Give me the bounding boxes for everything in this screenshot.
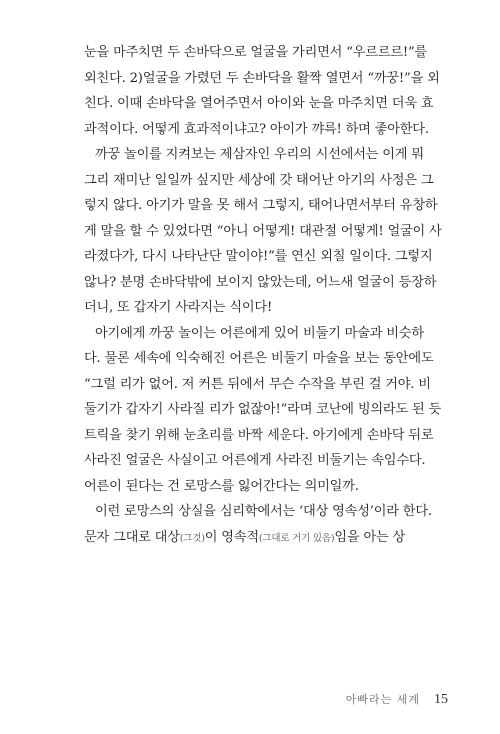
text-line: 트릭을 찾기 위해 눈초리를 바짝 세운다. 아기에게 손바닥 뒤로 — [84, 427, 434, 443]
text-line: 라졌다가, 다시 나타난단 말이야!”를 연신 외칠 일이다. 그렇지 — [84, 249, 433, 264]
text-line: 게 말을 할 수 있었다면 “아니 어떻게! 대관절 어떻게! 얼굴이 사 — [84, 223, 442, 239]
body-text — [84, 40, 444, 550]
text-line: “그럴 리가 없어. 저 커튼 뒤에서 무슨 수작을 부린 걸 거야. 비 — [84, 376, 431, 392]
text-segment: 임을 아는 상 — [334, 529, 406, 545]
text-line: 이런 로망스의 상실을 심리학에서는 ‘대상 영속성’이라 한다. — [95, 504, 432, 519]
text-line: 사라진 얼굴은 사실이고 어른에게 사라진 비둘기는 속임수다. — [84, 453, 426, 468]
text-line: 어른이 된다는 건 로망스를 잃어간다는 의미일까. — [84, 478, 359, 494]
annotation-note: (그대로 거기 있음) — [258, 532, 335, 544]
page-number: 15 — [434, 692, 448, 707]
text-line: 다. 물론 세속에 익숙해진 어른은 비둘기 마술을 보는 동안에도 — [84, 351, 434, 366]
text-line: 둘기가 갑자기 사라질 리가 없잖아!”라며 코난에 빙의라도 된 듯 — [84, 402, 442, 417]
text-line: 않나? 분명 손바닥밖에 보이지 않았는데, 어느새 얼굴이 등장하 — [84, 274, 437, 290]
text-line: 더니, 또 갑자기 사라지는 식이다! — [84, 300, 273, 315]
text-line: 친다. 이때 손바닥을 열어주면서 아이와 눈을 마주치면 더욱 효 — [84, 96, 434, 111]
annotation-note: (그것) — [179, 532, 205, 544]
text-line: 까꿍 놀이를 지켜보는 제삼자인 우리의 시선에서는 이게 뭐 — [95, 147, 424, 162]
text-line: 외친다. 2)얼굴을 가렸던 두 손바닥을 활짝 열면서 “까꿍!”을 외 — [84, 70, 440, 86]
running-title: 아빠라는 세계 — [345, 693, 420, 706]
text-line: 아기에게 까꿍 놀이는 어른에게 있어 비둘기 마술과 비슷하 — [95, 325, 424, 341]
page-footer — [346, 691, 448, 708]
text-segment: 문자 그대로 대상 — [84, 529, 180, 545]
text-line: 렇지 않다. 아기가 말을 못 해서 그렇지, 태어나면서부터 유창하 — [84, 198, 438, 213]
text-line: 눈을 마주치면 두 손바닥으로 얼굴을 가리면서 “우르르르!”를 — [84, 45, 428, 60]
text-line: 그리 재미난 일일까 싶지만 세상에 갓 태어난 아기의 사정은 그 — [84, 172, 434, 188]
text-line: 과적이다. 어떻게 효과적이냐고? 아이가 꺄륵! 하며 좋아한다. — [84, 121, 429, 137]
text-segment: 이 영속적 — [204, 529, 259, 545]
text-line-last — [84, 525, 444, 551]
